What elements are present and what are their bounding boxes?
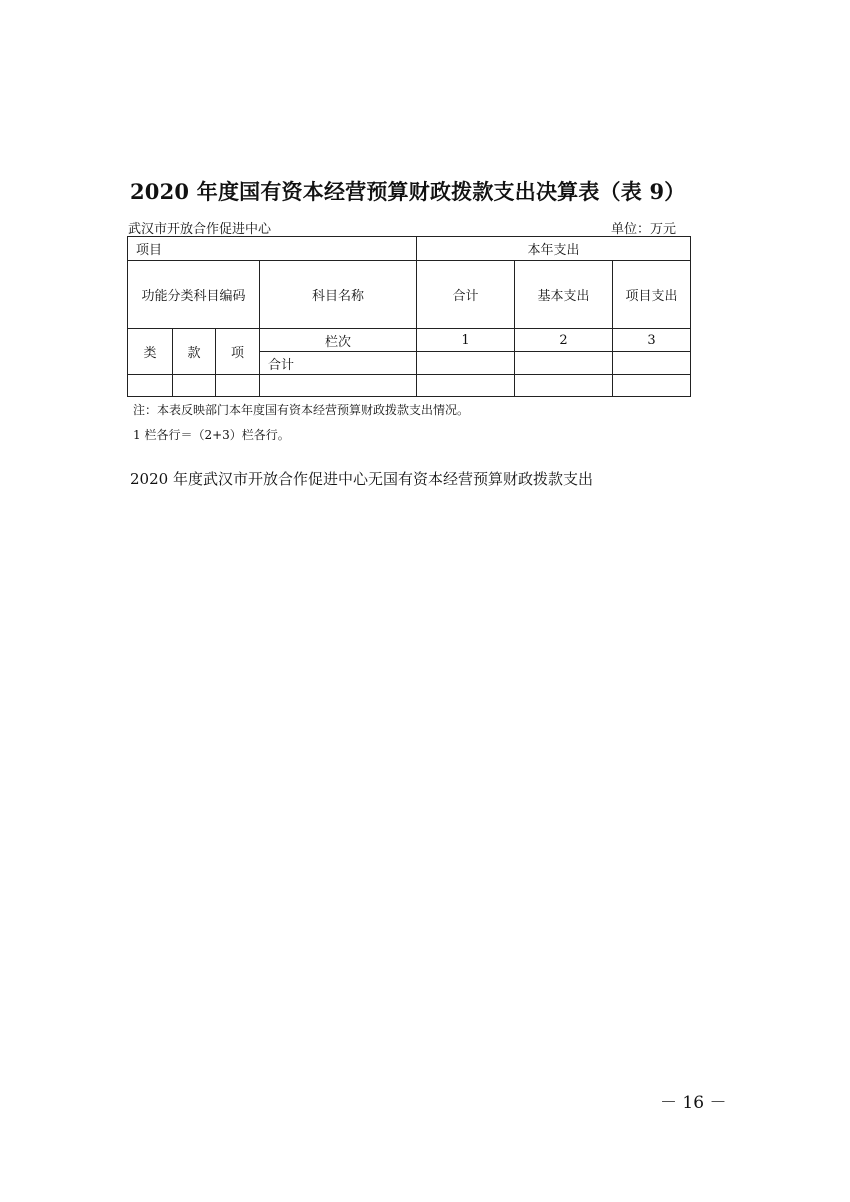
page-title: 2020 年度国有资本经营预算财政拨款支出决算表（表 9） <box>130 179 686 204</box>
col-xiang: 项 <box>230 346 244 361</box>
no-spending-statement: 2020 年度武汉市开放合作促进中心无国有资本经营预算财政拨款支出 <box>130 470 593 488</box>
header-total: 合计 <box>452 289 479 304</box>
column-number-2: 2 <box>559 332 568 348</box>
unit-label: 单位：万元 <box>610 222 676 237</box>
budget-table <box>127 236 691 397</box>
col-lei: 类 <box>143 346 157 361</box>
col-kuan: 款 <box>187 346 201 361</box>
page-number: － 16 － <box>660 1093 727 1113</box>
table-note-formula: 1 栏各行＝（2+3）栏各行。 <box>133 428 290 442</box>
header-basic-spending: 基本支出 <box>537 289 590 304</box>
table-meta <box>128 218 690 236</box>
header-current-year-spending: 本年支出 <box>527 243 580 258</box>
organization-name: 武汉市开放合作促进中心 <box>128 222 272 237</box>
column-number-1: 1 <box>461 332 470 348</box>
header-project-spending: 项目支出 <box>625 289 678 304</box>
header-function-code: 功能分类科目编码 <box>141 289 246 304</box>
table-note: 注：本表反映部门本年度国有资本经营预算财政拨款支出情况。 <box>133 403 470 417</box>
column-number-3: 3 <box>647 332 656 348</box>
table-hline <box>128 374 690 375</box>
header-item: 项目 <box>136 243 163 258</box>
row-column-number-label: 栏次 <box>324 334 351 350</box>
row-total-label: 合计 <box>268 357 295 373</box>
header-subject-name: 科目名称 <box>311 289 364 304</box>
